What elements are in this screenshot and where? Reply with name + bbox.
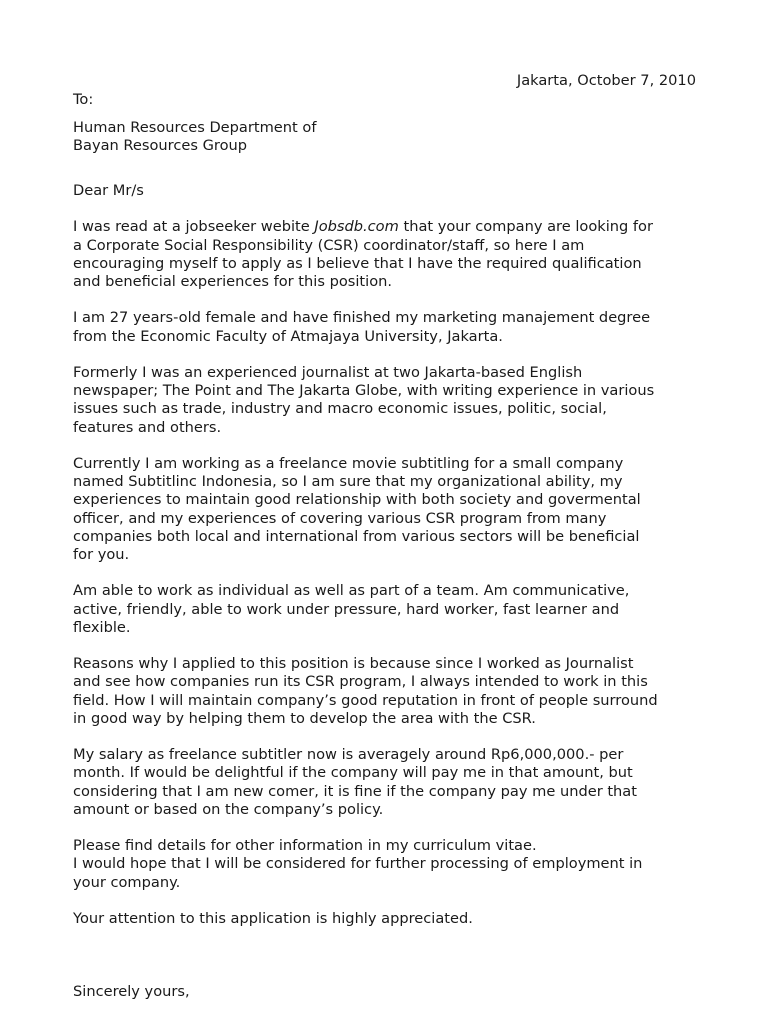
paragraph-line: amount or based on the company’s policy.	[73, 800, 384, 818]
paragraph-line: encouraging myself to apply as I believe that I have the required qualification	[73, 254, 642, 272]
paragraph-2	[73, 309, 713, 345]
paragraph-line: a Corporate Social Responsibility (CSR) coordinator/staff, so here I am	[73, 236, 585, 254]
paragraph-4	[73, 455, 713, 564]
recipient-block	[73, 119, 316, 155]
paragraph-line: from the Economic Faculty of Atmajaya University, Jakarta.	[73, 327, 503, 345]
paragraph-line: flexible.	[73, 618, 131, 636]
paragraph-6	[73, 655, 713, 728]
recipient-line: Bayan Resources Group	[73, 137, 248, 155]
paragraph-line: companies both local and international from various sectors will be beneficial	[73, 527, 640, 545]
paragraph-text: I was read at a jobseeker webite	[73, 218, 315, 236]
paragraph-line: I am 27 years-old female and have finished my marketing manajement degree	[73, 309, 651, 327]
paragraph-line: Currently I am working as a freelance movie subtitling for a small company	[73, 454, 624, 472]
letter-body	[73, 182, 713, 1001]
paragraph-line: month. If would be delightful if the company will pay me in that amount, but	[73, 764, 633, 782]
paragraph-line: I would hope that I will be considered for further processing of employment in	[73, 855, 643, 873]
letter-date: Jakarta, October 7, 2010	[516, 72, 696, 89]
paragraph-line: Please find details for other information in my curriculum vitae.	[73, 837, 537, 855]
paragraph-line: for you.	[73, 546, 130, 563]
closing: Sincerely yours,	[73, 982, 190, 1000]
paragraph-line: field. How I will maintain company’s good reputation in front of people surround	[73, 691, 658, 709]
paragraph-line: Formerly I was an experienced journalist at two Jakarta-based English	[73, 363, 583, 381]
paragraph-7	[73, 746, 713, 819]
paragraph-line: issues such as trade, industry and macro economic issues, politic, social,	[73, 400, 607, 418]
paragraph-line: My salary as freelance subtitler now is averagely around Rp6,000,000.- per	[73, 746, 624, 764]
paragraph-line: and beneficial experiences for this position.	[73, 273, 393, 290]
paragraph-line: considering that I am new comer, it is fine if the company pay me under that	[73, 782, 637, 800]
paragraph-line: Am able to work as individual as well as part of a team. Am communicative,	[73, 582, 630, 600]
paragraph-line: in good way by helping them to develop the area with the CSR.	[73, 709, 536, 727]
paragraph-line: and see how companies run its CSR program, I always intended to work in this	[73, 673, 648, 691]
paragraph-line: newspaper; The Point and The Jakarta Globe, with writing experience in various	[73, 382, 655, 400]
paragraph-line: named Subtitlinc Indonesia, so I am sure that my organizational ability, my	[73, 473, 623, 491]
paragraph-line: officer, and my experiences of covering various CSR program from many	[73, 509, 607, 527]
paragraph-line	[73, 218, 713, 236]
paragraph-3	[73, 364, 713, 437]
spacer	[73, 946, 713, 982]
paragraph-line: Reasons why I applied to this position is because since I worked as Journalist	[73, 655, 634, 673]
paragraph-5	[73, 582, 713, 637]
paragraph-line: active, friendly, able to work under pressure, hard worker, fast learner and	[73, 600, 620, 618]
recipient-line: Human Resources Department of	[73, 119, 317, 136]
paragraph-9: Your attention to this application is highly appreciated.	[73, 909, 473, 927]
paragraph-line: experiences to maintain good relationship with both society and govermental	[73, 491, 641, 509]
salutation: Dear Mr/s	[73, 182, 144, 199]
paragraph-8	[73, 837, 713, 892]
paragraph-1	[73, 218, 713, 291]
to-label: To:	[73, 91, 94, 108]
paragraph-line: features and others.	[73, 418, 222, 436]
website-name: Jobsdb.com	[314, 218, 399, 236]
paragraph-text: that your company are looking for	[398, 218, 653, 236]
paragraph-line: your company.	[73, 873, 181, 891]
